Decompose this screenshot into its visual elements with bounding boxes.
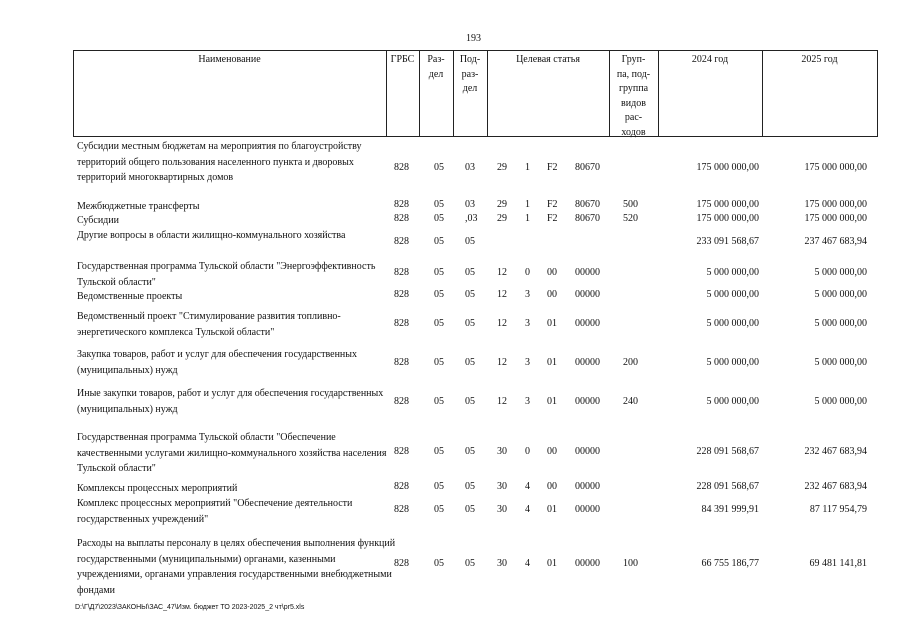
table-row [0,199,905,212]
cell-podrazdel: 05 [465,558,475,569]
cell-y2025: 5 000 000,00 [814,289,867,300]
cell-grbs: 828 [394,289,409,300]
cell-razdel: 05 [434,199,444,210]
row-name: Расходы на выплаты персоналу в целях обеспечения выполнения функций государственными (муниципальными) органами, казенными учреждениями, органами управления государственными внебюджетными фондами [77,538,396,596]
cell-t3: 01 [547,504,557,515]
cell-t3: F2 [547,199,558,210]
cell-t2: 3 [525,289,530,300]
cell-t3: F2 [547,162,558,173]
cell-t2: 3 [525,396,530,407]
cell-t3: 01 [547,396,557,407]
cell-podrazdel: 05 [465,446,475,457]
cell-t1: 12 [497,267,507,278]
cell-y2025: 232 467 683,94 [804,446,867,457]
row-name: Межбюджетные трансферты [77,201,200,212]
cell-y2024: 228 091 568,67 [696,446,759,457]
cell-t1: 12 [497,357,507,368]
table-row [0,347,905,380]
cell-grbs: 828 [394,318,409,329]
row-name: Иные закупки товаров, работ и услуг для обеспечения государственных (муниципальных) нужд [77,388,384,415]
cell-grbs: 828 [394,446,409,457]
cell-group: 500 [623,199,638,210]
cell-y2024: 5 000 000,00 [706,318,759,329]
cell-t1: 12 [497,289,507,300]
row-name: Закупка товаров, работ и услуг для обеспечения государственных (муниципальных) нужд [77,349,358,376]
header-target-article: Целевая статья [516,54,580,65]
cell-t4: 00000 [575,357,600,368]
cell-y2025: 87 117 954,79 [809,504,867,515]
cell-podrazdel: 05 [465,396,475,407]
file-path-footer: D:\Г\Д7\2023\ЗАКОНЫ\ЗАС_47\Изм. бюджет ТО 2023-2025_2 чт\pr5.xls [75,604,305,611]
cell-t3: 00 [547,481,557,492]
cell-y2024: 233 091 568,67 [696,236,759,247]
cell-razdel: 05 [434,236,444,247]
cell-t3: 00 [547,289,557,300]
cell-t1: 29 [497,199,507,210]
cell-t2: 4 [525,481,530,492]
cell-y2024: 175 000 000,00 [696,199,759,210]
cell-y2025: 69 481 141,81 [809,558,867,569]
cell-y2024: 5 000 000,00 [706,267,759,278]
cell-grbs: 828 [394,396,409,407]
cell-podrazdel: 05 [465,504,475,515]
cell-t4: 80670 [575,199,600,210]
row-name: Ведомственные проекты [77,291,183,302]
table-row [0,228,905,258]
cell-grbs: 828 [394,199,409,210]
cell-podrazdel: 05 [465,318,475,329]
header-2024: 2024 год [691,54,729,65]
table-row [0,430,905,476]
cell-grbs: 828 [394,162,409,173]
cell-t2: 1 [525,162,530,173]
cell-razdel: 05 [434,446,444,457]
row-name: Комплекс процессных мероприятий "Обеспечение деятельности государственных учреждений" [77,498,353,525]
cell-t4: 80670 [575,162,600,173]
cell-group: 520 [623,213,638,224]
cell-podrazdel: 05 [465,267,475,278]
header-name: Наименование [198,54,261,65]
row-name: Субсидии местным бюджетам на мероприятия по благоустройству территорий общего пользования населенного пункта и дворовых территорий многоквартирных домов [77,141,362,183]
cell-grbs: 828 [394,504,409,515]
table-header [73,50,878,137]
cell-razdel: 05 [434,357,444,368]
cell-y2025: 232 467 683,94 [804,481,867,492]
cell-podrazdel: 03 [465,162,475,173]
cell-grbs: 828 [394,357,409,368]
cell-t1: 29 [497,213,507,224]
table-row [0,289,905,303]
cell-t4: 00000 [575,504,600,515]
cell-t3: F2 [547,213,558,224]
cell-podrazdel: 05 [465,236,475,247]
cell-y2024: 228 091 568,67 [696,481,759,492]
cell-t1: 12 [497,396,507,407]
table-row [0,259,905,289]
cell-t4: 00000 [575,318,600,329]
header-razdel: Раз- дел [427,54,445,80]
cell-y2024: 5 000 000,00 [706,396,759,407]
cell-razdel: 05 [434,213,444,224]
cell-razdel: 05 [434,558,444,569]
cell-t1: 29 [497,162,507,173]
table-row [0,213,905,226]
cell-t2: 3 [525,318,530,329]
cell-razdel: 05 [434,267,444,278]
cell-t2: 1 [525,199,530,210]
cell-podrazdel: 05 [465,289,475,300]
cell-t3: 01 [547,558,557,569]
cell-group: 100 [623,558,638,569]
cell-podrazdel: 05 [465,357,475,368]
cell-t1: 30 [497,446,507,457]
cell-y2025: 5 000 000,00 [814,267,867,278]
cell-y2025: 237 467 683,94 [804,236,867,247]
cell-t2: 0 [525,446,530,457]
cell-razdel: 05 [434,318,444,329]
cell-y2024: 84 391 999,91 [701,504,759,515]
header-2025: 2025 год [801,54,838,65]
row-name: Субсидии [77,215,119,226]
row-name: Ведомственный проект "Стимулирование развития топливно-энергетического комплекса Тульской области" [77,311,341,338]
cell-y2025: 5 000 000,00 [814,357,867,368]
cell-t4: 00000 [575,289,600,300]
cell-grbs: 828 [394,236,409,247]
cell-y2024: 5 000 000,00 [706,289,759,300]
table-row [0,309,905,341]
cell-t4: 80670 [575,213,600,224]
cell-razdel: 05 [434,289,444,300]
cell-grbs: 828 [394,267,409,278]
cell-t2: 4 [525,504,530,515]
cell-podrazdel: 05 [465,481,475,492]
cell-t4: 00000 [575,267,600,278]
table-row [0,536,905,594]
cell-razdel: 05 [434,481,444,492]
cell-grbs: 828 [394,481,409,492]
cell-podrazdel: ,03 [465,213,478,224]
header-expense-group: Груп- па, под- группа видов рас- ходов [616,54,651,138]
cell-y2025: 175 000 000,00 [804,162,867,173]
cell-t4: 00000 [575,396,600,407]
cell-y2025: 5 000 000,00 [814,396,867,407]
cell-group: 200 [623,357,638,368]
cell-razdel: 05 [434,162,444,173]
cell-t4: 00000 [575,481,600,492]
cell-y2025: 5 000 000,00 [814,318,867,329]
row-name: Другие вопросы в области жилищно-коммунального хозяйства [77,230,346,241]
table-row [0,386,905,419]
cell-y2024: 5 000 000,00 [706,357,759,368]
cell-podrazdel: 03 [465,199,475,210]
cell-y2025: 175 000 000,00 [804,213,867,224]
cell-t4: 00000 [575,446,600,457]
cell-group: 240 [623,396,638,407]
cell-t2: 4 [525,558,530,569]
table-row [0,496,905,526]
row-name: Государственная программа Тульской области "Обеспечение качественными услугами жилищно-коммунального хозяйства населения Тульской области" [77,432,387,474]
header-grbs: ГРБС [390,54,415,65]
cell-t2: 0 [525,267,530,278]
cell-t3: 00 [547,446,557,457]
cell-y2024: 175 000 000,00 [696,162,759,173]
cell-t2: 3 [525,357,530,368]
cell-t3: 01 [547,318,557,329]
cell-t1: 30 [497,481,507,492]
row-name: Государственная программа Тульской области "Энергоэффективность Тульской области" [77,261,376,288]
cell-y2025: 175 000 000,00 [804,199,867,210]
cell-t4: 00000 [575,558,600,569]
cell-razdel: 05 [434,504,444,515]
cell-razdel: 05 [434,396,444,407]
cell-t1: 12 [497,318,507,329]
page-number: 193 [466,33,481,44]
cell-t3: 00 [547,267,557,278]
cell-t2: 1 [525,213,530,224]
cell-t1: 30 [497,558,507,569]
table-row [0,481,905,495]
cell-grbs: 828 [394,558,409,569]
cell-grbs: 828 [394,213,409,224]
cell-t3: 01 [547,357,557,368]
cell-t1: 30 [497,504,507,515]
cell-y2024: 66 755 186,77 [701,558,759,569]
header-podrazdel: Под- раз- дел [459,54,481,94]
row-name: Комплексы процессных мероприятий [77,483,238,494]
table-row [0,139,905,199]
cell-y2024: 175 000 000,00 [696,213,759,224]
